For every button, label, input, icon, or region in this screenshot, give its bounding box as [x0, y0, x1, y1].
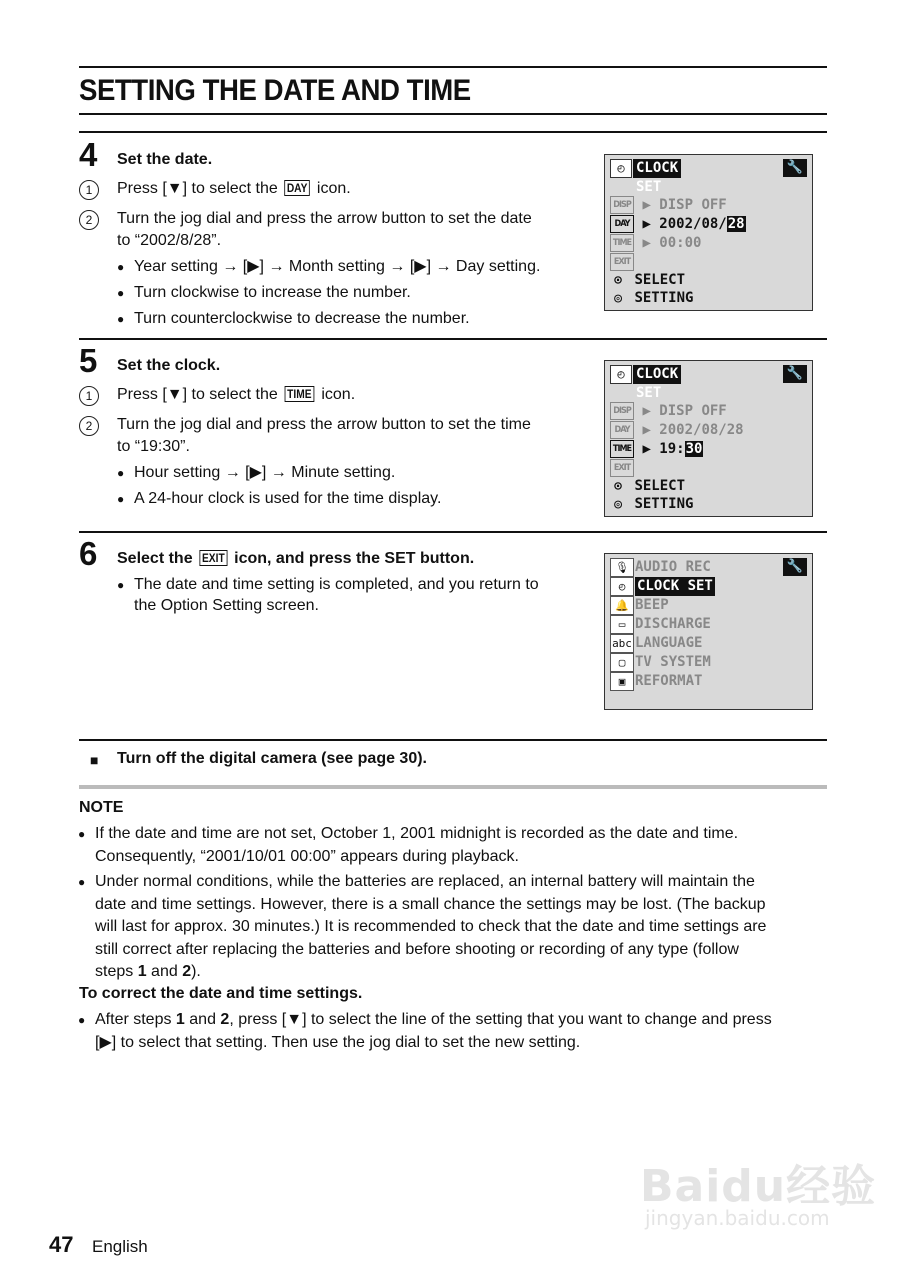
lcd-clock-set-time — [604, 360, 813, 517]
lcd-row-exit — [610, 253, 634, 271]
watermark-logo: Baidu经验 — [640, 1161, 877, 1212]
exit-tag: EXIT — [610, 459, 634, 477]
lcd-row-time — [610, 234, 701, 252]
menu-label: AUDIO REC — [635, 559, 711, 575]
tv-icon: ▢ — [610, 653, 634, 672]
note-bullet-3 — [95, 1009, 825, 1054]
day-icon: DAY — [285, 180, 311, 196]
note-bullet-1 — [95, 823, 825, 868]
note-b2-l3: will last for approx. 30 minutes.) It is recommended to check that the date and time settings are — [95, 918, 767, 935]
lcd-header: CLOCK SET — [633, 159, 681, 178]
step-4-item1 — [117, 178, 351, 200]
select-icon: ⊙ — [614, 479, 622, 494]
step-4-bullet-2: ● Turn clockwise to increase the number. — [134, 282, 411, 304]
menu-label: BEEP — [635, 597, 669, 613]
step-4-number: 4 — [79, 136, 98, 173]
menu-label: CLOCK SET — [637, 578, 713, 594]
note-b3-l1 — [95, 1009, 825, 1032]
time-tag: TIME — [610, 234, 634, 252]
card-icon: ▣ — [610, 672, 634, 691]
disp-value: ▶ DISP OFF — [642, 197, 727, 213]
setting-icon: ◎ — [614, 497, 622, 512]
battery-icon: ▭ — [610, 615, 634, 634]
b2-l5-post: ). — [191, 963, 201, 980]
step-5-item2-line1: Turn the jog dial and press the arrow button to set the time — [117, 416, 531, 433]
lcd-row-disp — [610, 196, 727, 214]
clock-icon: ◴ — [610, 365, 632, 384]
turn-off-text: Turn off the digital camera (see page 30). — [117, 750, 427, 767]
menu-label: DISCHARGE — [635, 616, 711, 632]
b3-l1-step2: 2 — [220, 1011, 230, 1028]
step-5-bullet-1: ● Hour setting → [▶] → Minute setting. — [134, 462, 395, 484]
setting-label: SETTING — [634, 496, 694, 512]
page-title: SETTING THE DATE AND TIME — [79, 74, 471, 107]
step-6-heading — [117, 550, 474, 568]
setting-label: SETTING — [634, 290, 694, 306]
menu-label: REFORMAT — [635, 673, 703, 689]
step-5-heading: Set the clock. — [117, 357, 221, 374]
turn-off-marker: ■ — [90, 752, 99, 768]
footer-language: English — [92, 1237, 148, 1256]
disp-tag: DISP — [610, 402, 634, 420]
note-b2-l2: date and time settings. However, there is a small chance the settings may be lost. (The backup — [95, 895, 766, 913]
wrench-icon: 🔧 — [783, 365, 807, 383]
b3-l1-pre: After steps — [95, 1011, 176, 1028]
step-4-item1-pre: Press [▼] to select the — [117, 180, 283, 197]
day-tag: DAY — [610, 421, 634, 439]
clock-icon: ◴ — [610, 159, 632, 178]
time-icon: TIME — [285, 386, 314, 402]
wrench-icon: 🔧 — [783, 159, 807, 177]
step4-rule — [79, 131, 827, 133]
lcd-select — [610, 271, 685, 289]
step-5-item2-marker: 2 — [79, 416, 99, 436]
note-b1-l1: ● If the date and time are not set, October 1, 2001 midnight is recorded as the date and time. — [95, 825, 739, 842]
menu-label: TV SYSTEM — [635, 654, 711, 670]
step-5-item1-pre: Press [▼] to select the — [117, 386, 283, 403]
note-title: NOTE — [79, 799, 124, 816]
b3-l1-step1: 1 — [175, 1011, 185, 1028]
time-highlight: 30 — [685, 441, 703, 457]
time-tag: TIME — [610, 440, 634, 458]
lcd-clock-set-date — [604, 154, 813, 311]
lcd-row-time — [610, 440, 703, 458]
day-value: ▶ 2002/08/ — [642, 216, 727, 232]
language-icon: abc — [610, 634, 634, 653]
step-4-bullet-3: ● Turn counterclockwise to decrease the number. — [134, 308, 470, 330]
note-b2-l4: still correct after replacing the batteries and before shooting or recording of any type (follow — [95, 940, 739, 958]
clock-icon: ◴ — [610, 577, 634, 596]
step-5-number: 5 — [79, 342, 98, 379]
time-value: ▶ 19: — [642, 441, 685, 457]
lcd-row-disp — [610, 402, 727, 420]
note-b1-l2: Consequently, “2001/10/01 00:00” appears during playback. — [95, 847, 519, 865]
setting-icon: ◎ — [614, 291, 622, 306]
exit-tag: EXIT — [610, 253, 634, 271]
b3-l1-mid: and — [184, 1011, 221, 1028]
step-4-item2-marker: 2 — [79, 210, 99, 230]
time-value: ▶ 00:00 — [642, 235, 702, 251]
lcd-setting — [610, 289, 693, 307]
title-underline — [79, 113, 827, 115]
step6-rule — [79, 531, 827, 533]
step-6-bullet-line1: ● The date and time setting is completed, and you return to — [134, 574, 539, 596]
step-5-item1-post: icon. — [316, 386, 356, 403]
disp-tag: DISP — [610, 196, 634, 214]
step-6-heading-post: icon, and press the SET button. — [229, 550, 475, 567]
note-rule — [79, 785, 827, 789]
b2-l5-step1: 1 — [137, 963, 147, 980]
b2-l5-step2: 2 — [182, 963, 192, 980]
wrench-icon: 🔧 — [783, 558, 807, 576]
menu-label: LANGUAGE — [635, 635, 703, 651]
step-4-bullet-1: ● Year setting → [▶] → Month setting → [▶] → Day setting. — [134, 256, 540, 278]
step5-rule — [79, 338, 827, 340]
step-6-heading-pre: Select the — [117, 550, 198, 567]
b3-l1-post: , press [▼] to select the line of the setting that you want to change and press — [229, 1011, 772, 1028]
step-5-item1-marker: 1 — [79, 386, 99, 406]
step-6-number: 6 — [79, 535, 98, 572]
b2-l5-mid: and — [146, 963, 183, 980]
lcd-option-menu — [604, 553, 813, 710]
lcd-setting — [610, 495, 693, 513]
step-6-bullet-line2: the Option Setting screen. — [134, 597, 319, 614]
correct-title: To correct the date and time settings. — [79, 985, 363, 1002]
lcd-row-day — [610, 215, 746, 233]
day-tag: DAY — [610, 215, 634, 233]
exit-icon: EXIT — [199, 550, 227, 566]
day-highlight: 28 — [727, 216, 745, 232]
lcd-select — [610, 477, 685, 495]
page-number: 47 — [49, 1232, 74, 1257]
disp-value: ▶ DISP OFF — [642, 403, 727, 419]
lcd-row-day — [610, 421, 744, 439]
note-b2-l5 — [95, 961, 825, 984]
top-rule — [79, 66, 827, 68]
step-4-item2-line2: to “2002/8/28”. — [117, 232, 222, 249]
note-bullet-2 — [95, 871, 825, 984]
lcd-row-exit — [610, 459, 634, 477]
bell-icon: 🔔 — [610, 596, 634, 615]
turnoff-rule — [79, 739, 827, 741]
watermark-url: jingyan.baidu.com — [645, 1206, 830, 1230]
step-4-item1-marker: 1 — [79, 180, 99, 200]
lcd-header: CLOCK SET — [633, 365, 681, 384]
step-5-item2-line2: to “19:30”. — [117, 438, 190, 455]
select-label: SELECT — [634, 478, 686, 494]
step-4-item1-post: icon. — [312, 180, 351, 197]
b2-l5-pre: steps — [95, 963, 138, 980]
note-b2-l1: ● Under normal conditions, while the batteries are replaced, an internal battery will maintain the — [95, 873, 755, 890]
step-5-item1 — [117, 384, 355, 406]
day-value: ▶ 2002/08/28 — [642, 422, 744, 438]
select-label: SELECT — [634, 272, 686, 288]
step-4-heading: Set the date. — [117, 151, 213, 168]
microphone-icon: 🎙 — [610, 558, 634, 577]
step-4-item2-line1: Turn the jog dial and press the arrow button to set the date — [117, 210, 532, 227]
select-icon: ⊙ — [614, 273, 622, 288]
step-5-bullet-2: ● A 24-hour clock is used for the time display. — [134, 488, 441, 510]
note-b3-l2: [▶] to select that setting. Then use the jog dial to set the new setting. — [95, 1033, 581, 1051]
